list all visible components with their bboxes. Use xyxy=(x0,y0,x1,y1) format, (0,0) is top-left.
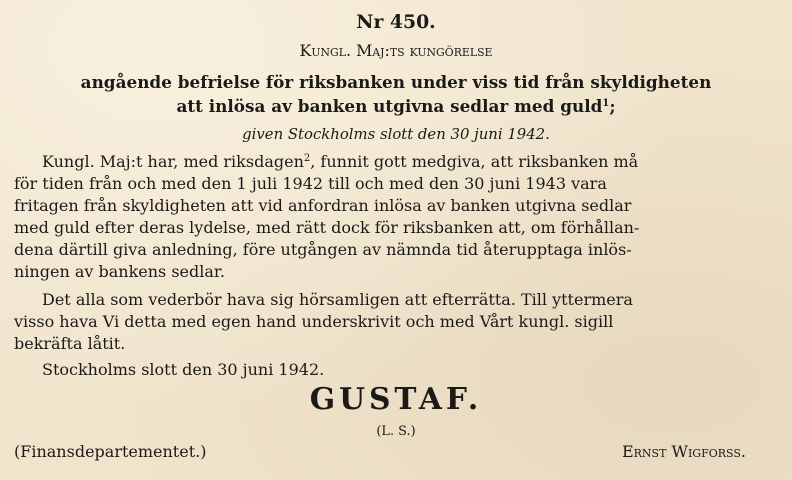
body2-line-2: visso hava Vi detta med egen hand underskrivit och med Vårt kungl. sigill xyxy=(14,312,614,331)
place-date: Stockholms slott den 30 juni 1942. xyxy=(42,360,325,379)
document-kind: Kungl. Maj:ts kungörelse xyxy=(299,41,493,60)
body1-line-1-after: , funnit gott medgiva, att riksbanken må xyxy=(310,152,639,171)
footnote-mark-1: 1 xyxy=(602,98,610,109)
given-line: given Stockholms slott den 30 juni 1942. xyxy=(242,125,550,143)
title-line-1: angående befrielse för riksbanken under viss tid från skyldigheten xyxy=(80,73,712,93)
title-line-2 xyxy=(4,96,788,118)
department: (Finansdepartementet.) xyxy=(14,442,207,461)
body1-line-6: ningen av bankens sedlar. xyxy=(14,262,225,281)
body2-line-1: Det alla som vederbör hava sig hörsamligen att efterrätta. Till yttermera xyxy=(42,290,633,309)
footnote-mark-2: 2 xyxy=(303,153,311,164)
body2-line-3: bekräfta låtit. xyxy=(14,334,126,353)
body1-line-2: för tiden från och med den 1 juli 1942 till och med den 30 juni 1943 vara xyxy=(14,174,607,193)
title-line-2-end: ; xyxy=(609,97,616,117)
body1-line-5: dena därtill giva anledning, före utgången av nämnda tid återupptaga inlös- xyxy=(14,240,632,259)
seal: (L. S.) xyxy=(376,424,416,439)
body1-line-3: fritagen från skyldigheten att vid anfordran inlösa av banken utgivna sedlar xyxy=(14,196,632,215)
body1-line-4: med guld efter deras lydelse, med rätt dock för riksbanken att, om förhållan- xyxy=(14,218,640,237)
document-number: Nr 450. xyxy=(356,11,436,33)
countersign: Ernst Wigforss. xyxy=(621,442,746,461)
title-line-2-text: att inlösa av banken utgivna sedlar med guld xyxy=(176,97,603,117)
signature: GUSTAF. xyxy=(309,382,483,417)
body1-line-1 xyxy=(42,152,638,172)
body1-line-1-text: Kungl. Maj:t har, med riksdagen xyxy=(42,152,304,171)
